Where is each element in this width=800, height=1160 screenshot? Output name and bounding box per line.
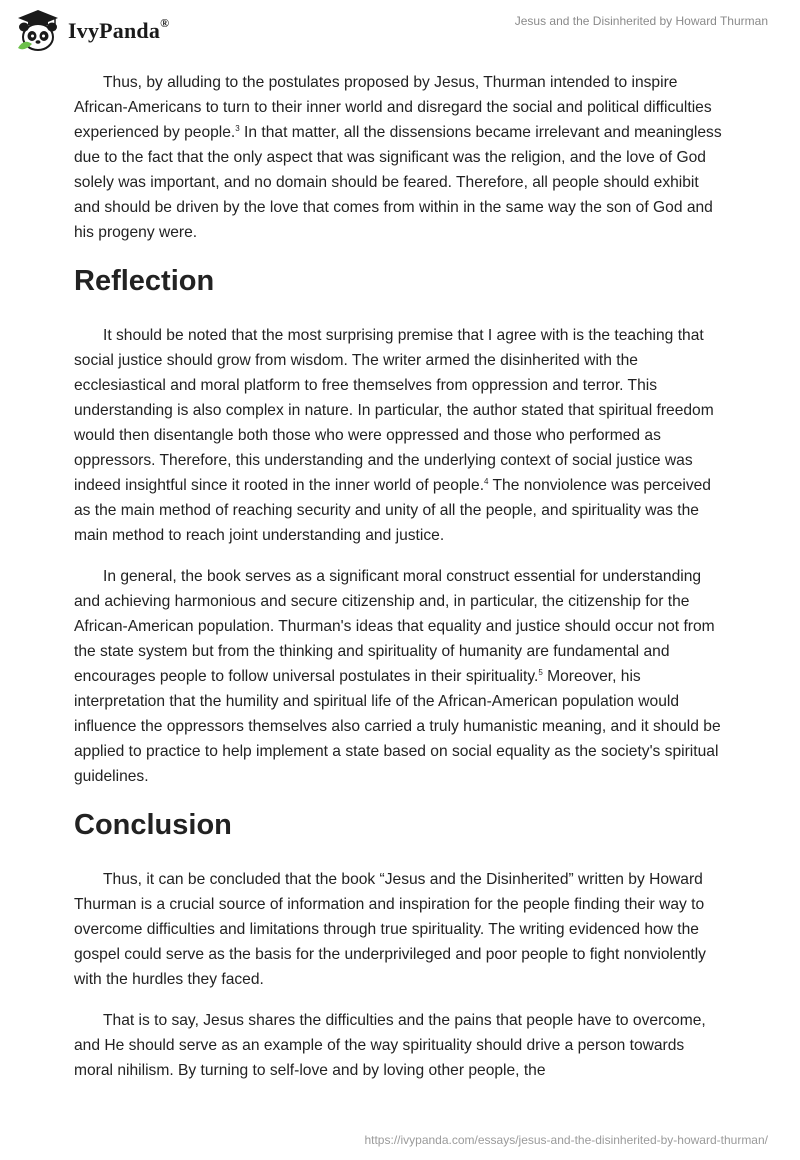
paragraph: Thus, by alluding to the postulates proposed by Jesus, Thurman intended to inspire African-Americans to turn to their inner world and disregard the social and political difficulties experienced by people.$^3$ In that matter, all the dissensions became irrelevant and meaningless due to the fact that the only aspect that was significant was the religion, and the love of God solely was important, and no domain should be feared. Therefore, all people should exhibit and should be driven by the love that comes from within in the same way the son of God and his progeny were. [74,74,722,241]
paragraph: In general, the book serves as a significant moral construct essential for understanding and achieving harmonious and secure citizenship and, in particular, the citizenship for the African-American population. Thurman's ideas that equality and justice should occur not from the state system but from the thinking and spirituality of humanity are fundamental and encourages people to follow universal postulates in their spirituality.$^5$ Moreover, his interpretation that the humility and spiritual life of the African-American population would influence the oppressors themselves also carried a truly humanistic meaning, and it should be applied to practice to help implement a state based on social equality as the society's spiritual guidelines. [74,568,721,785]
ivypanda-logo[interactable] [14,8,169,54]
footnote-ref[interactable]: 5 [538,667,543,677]
section-heading-reflection: Reflection [74,265,215,297]
section-heading-conclusion: Conclusion [74,809,232,841]
paragraph: That is to say, Jesus shares the difficulties and the pains that people have to overcome, and He should serve as an example of the way spirituality should drive a person towards moral nihilism. By turning to self-love and by loving other people, the [74,1012,706,1079]
footnote-ref[interactable]: 4 [484,476,489,486]
paragraph: Thus, it can be concluded that the book “Jesus and the Disinherited” written by Howard Thurman is a crucial source of information and inspiration for the people finding their way to overcome difficulties and limitations through true spirituality. The writing evidenced how the gospel could serve as the basis for the underprivileged and poor people to fight nonviolently with the hurdles they faced. [74,871,706,988]
brand-name: IvyPanda® [68,16,170,43]
essay-body [74,70,724,1099]
footnote-ref[interactable]: 3 [235,123,240,133]
panda-graduate-icon [14,8,62,54]
source-url[interactable]: https://ivypanda.com/essays/jesus-and-the-disinherited-by-howard-thurman/ [364,1133,768,1147]
page-header [0,0,800,60]
document-title: Jesus and the Disinherited by Howard Thurman [514,14,768,28]
paragraph: It should be noted that the most surprising premise that I agree with is the teaching that social justice should grow from wisdom. The writer armed the disinherited with the ecclesiastical and moral platform to free themselves from oppression and terror. This understanding is also complex in nature. In particular, the author stated that spiritual freedom would then disentangle both those who were oppressed and those who performed as oppressors. Therefore, this understanding and the underlying context of social justice was indeed insightful since it rooted in the inner world of people.$^4$ The nonviolence was perceived as the main method of reaching security and unity of all the people, and spirituality was the main method to reach joint understanding and justice. [74,327,714,544]
